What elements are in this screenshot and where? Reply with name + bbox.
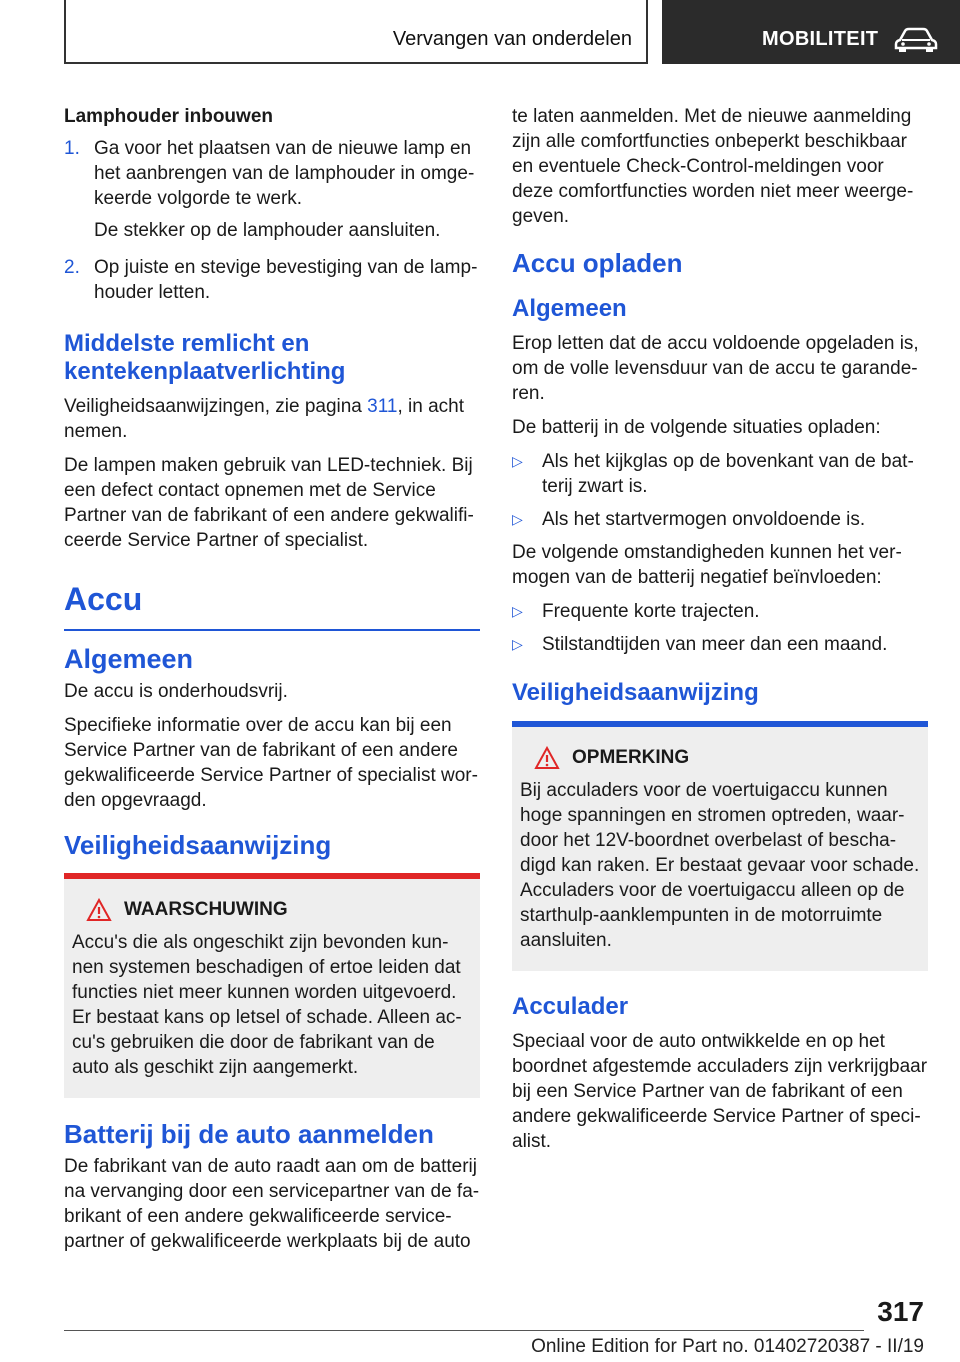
notice-title-row [520,745,920,770]
warning-title-row [72,897,472,922]
chapter-title: MOBILITEIT [762,28,879,50]
lamphouder-heading: Lamphouder inbouwen [64,106,273,127]
footer-divider [64,1330,864,1331]
step-number: 1. [64,138,80,159]
notice-text: Bij acculaders voor de voertuigaccu kunnen hoge spanningen en stromen optreden, waardoor het 12V-boordnet overbelast of beschadigd kan raken. Er bestaat gevaar voor schade. Acculaders voor de voertuigaccu alleen op de starthulp-aanklempunten in de motorruimte aansluiten. [520,780,920,951]
list-item [512,599,928,624]
acculader-paragraph: Speciaal voor de auto ontwikkelde en op het boordnet afgestemde acculaders zijn verkrijgbaar bij een Service Partner van de fabrikant of een andere gekwalificeerde Service Partner of specialist. [512,1031,928,1152]
warning-triangle-icon [534,746,560,770]
notice-title: OPMERKING [572,747,690,768]
opladen-heading: Accu opladen [512,248,683,278]
warning-text: Accu's die als ongeschikt zijn bevonden kunnen systemen beschadigen of ertoe leiden dat functies niet meer kunnen worden uitgevoerd. Er bestaat kans op letsel of schade. Alleen accu's gebruiken die door de fabrikant van de auto als geschikt zijn aangemerkt. [72,932,462,1078]
edition-text: Online Edition for Part no. 01402720387 - II/19 [531,1336,924,1357]
list-item [512,632,928,657]
title-divider [64,629,480,631]
bullet-text: Als het kijkglas op de bovenkant van de batterij zwart is. [542,451,914,497]
list-item [64,255,480,312]
step-number: 2. [64,257,80,278]
algemeen-paragraph-2: Specifieke informatie over de accu kan bij een Service Partner van de fabrikant of een andere gekwalificeerde Service Partner of specialist worden opgevraagd. [64,715,478,811]
bullet-marker: ▷ [512,603,523,619]
page-link[interactable]: 311 [367,396,398,417]
list-item [64,136,480,250]
right-column [512,104,928,1163]
acculader-heading: Acculader [512,993,629,1020]
header-section-box [64,0,648,64]
algemeen-heading: Algemeen [512,295,627,322]
accu-title: Accu [64,581,143,617]
header-chapter-box [662,0,960,64]
bullet-text: Stilstandtijden van meer dan een maand. [542,634,888,655]
algemeen-heading: Algemeen [64,644,194,674]
step-text: Ga voor het plaatsen van de nieuwe lamp en het aanbrengen van de lamphouder in omgekeerde volgorde te werk. [94,138,475,209]
step-subtext: De stekker op de lamphouder aansluiten. [94,220,441,241]
warning-triangle-icon [86,898,112,922]
veiligheid-heading: Veiligheidsaanwijzing [512,679,759,706]
text-before-link: Veiligheidsaanwijzingen, zie pagina [64,396,368,417]
car-icon [894,26,938,52]
bullet-marker: ▷ [512,636,523,652]
section-title: Vervangen van onderdelen [392,28,632,50]
bullet-marker: ▷ [512,453,523,469]
algemeen-paragraph-2: De batterij in de volgende situaties opladen: [512,417,881,438]
remlicht-paragraph-2: De lampen maken gebruik van LED-techniek. Bij een defect contact opnemen met de Service Partner van de fabrikant of een andere gekwalificeerde Service Partner of specialist. [64,455,474,551]
batterij-heading: Batterij bij de auto aanmelden [64,1119,434,1149]
continued-paragraph: te laten aanmelden. Met de nieuwe aanmelding zijn alle comfortfuncties onbeperkt beschikbaar en eventuele Check-Control-meldingen voor deze comfortfuncties worden niet meer weergegeven. [512,106,914,227]
bullet-text: Als het startvermogen onvoldoende is. [542,509,866,530]
veiligheid-heading: Veiligheidsaanwijzing [64,830,332,860]
list-item [512,507,928,532]
page-number: 317 [877,1296,924,1327]
remlicht-heading: Middelste remlicht en kentekenplaatverlichting [64,330,346,385]
algemeen-paragraph-1: De accu is onderhoudsvrij. [64,681,288,702]
remlicht-paragraph-1 [64,394,480,444]
text-after-link: , in acht nemen. [64,396,464,442]
warning-title: WAARSCHUWING [124,899,288,920]
list-item [512,449,928,499]
warning-box [64,873,480,1098]
bullet-marker: ▷ [512,511,523,527]
batterij-paragraph: De fabrikant van de auto raadt aan om de batterij na vervanging door een servicepartner van de fabrikant of een andere gekwalificeerde servicepartner of gekwalificeerde werkplaats bij de auto [64,1156,480,1252]
algemeen-paragraph-3: De volgende omstandigheden kunnen het vermogen van de batterij negatief beïnvloeden: [512,542,902,588]
step-text: Op juiste en stevige bevestiging van de lamphouder letten. [94,257,478,303]
notice-box [512,721,928,971]
bullet-text: Frequente korte trajecten. [542,601,760,622]
algemeen-paragraph-1: Erop letten dat de accu voldoende opgeladen is, om de volle levensduur van de accu te garanderen. [512,333,919,404]
left-column [64,104,480,1263]
